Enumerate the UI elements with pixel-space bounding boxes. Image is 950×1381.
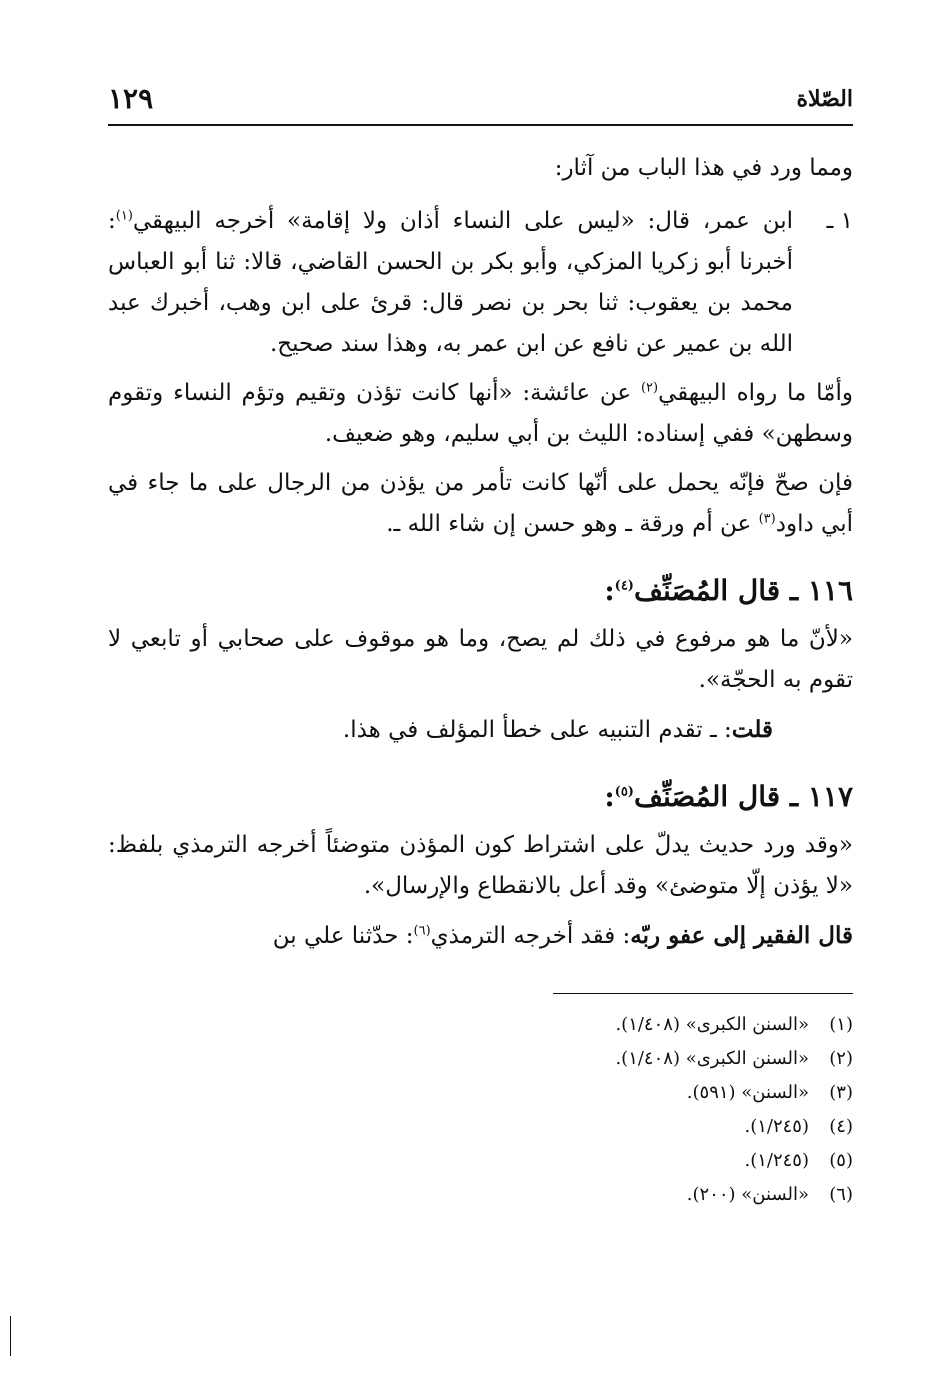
footnote-text: «السنن الكبرى» (١/٤٠٨). — [615, 1048, 809, 1069]
footnote — [108, 1008, 853, 1042]
footnote-number: (٢) — [829, 1048, 853, 1069]
item-text — [108, 201, 793, 365]
footnote — [108, 1110, 853, 1144]
footnote — [108, 1042, 853, 1076]
faqir-text: : حدّثنا علي بن — [272, 923, 414, 949]
section-116-heading — [108, 571, 853, 611]
footnote-text: «السنن الكبرى» (١/٤٠٨). — [615, 1014, 809, 1035]
faqir-label: قال الفقير إلى عفو ربّه — [630, 922, 853, 949]
faqir-text: : فقد أخرجه الترمذي — [430, 923, 631, 949]
footnote — [108, 1076, 853, 1110]
footnote-text: (١/٢٤٥). — [744, 1116, 809, 1137]
qult-text: : ـ تقدم التنبيه على خطأ المؤلف في هذا. — [342, 717, 732, 743]
intro-paragraph: ومما ورد في هذا الباب من آثار: — [554, 155, 853, 181]
section-117-heading — [108, 777, 853, 817]
paragraph-text: فإن صحّ فإنّه يحمل على أنّها كانت تأمر من يؤذن من الرجال على ما جاء في أبي داود — [108, 470, 853, 537]
item-text-part: : أخبرنا أبو زكريا المزكي، وأبو بكر بن الحسن القاضي، قالا: ثنا أبو العباس محمد بن يعقوب: ثنا بحر بن نصر قال: قرئ على ابن وهب، أخبرك عبد الله بن عمير عن نافع عن ابن عمر به، وهذا سند صحيح. — [108, 208, 793, 357]
paragraph-text: عن أم ورقة ـ وهو حسن إن شاء الله ـ. — [386, 511, 759, 537]
footnote-ref[interactable]: (٤) — [614, 578, 634, 594]
heading-text: ١١٧ ـ قال المُصَنِّف — [633, 780, 853, 813]
paragraph-text: وأمّا ما رواه البيهقي — [658, 380, 853, 406]
footnote-text: (١/٢٤٥). — [744, 1150, 809, 1171]
item-number: ١ ـ — [826, 208, 853, 234]
page-number: ١٢٩ — [108, 82, 154, 115]
section-116-quote: «لأنّ ما هو مرفوع في ذلك لم يصح، وما هو موقوف على صحابي أو تابعي لا تقوم به الحجّة». — [108, 626, 853, 693]
scan-edge-mark — [10, 1316, 11, 1356]
paragraph-text: عن عائشة: «أنها كانت تؤذن وتقيم وتؤم النساء وتقوم وسطهن» ففي إسناده: الليث بن أبي سليم، وهو ضعيف. — [108, 380, 853, 447]
footnote-number: (١) — [829, 1014, 853, 1035]
footnote-ref[interactable]: (٣) — [758, 511, 776, 527]
sahha-paragraph — [108, 463, 853, 545]
footnote-number: (٥) — [829, 1150, 853, 1171]
footnote-number: (٦) — [829, 1184, 853, 1205]
aisha-paragraph — [108, 373, 853, 455]
section-117-quote: «وقد ورد حديث يدلّ على اشتراط كون المؤذن متوضئاً أخرجه الترمذي بلفظ: «لا يؤذن إلّا متوضئ» وقد أعل بالانقطاع والإرسال». — [108, 832, 853, 899]
footnote-number: (٣) — [829, 1082, 853, 1103]
book-page — [108, 80, 853, 1212]
footnote — [108, 1178, 853, 1212]
heading-text: ١١٦ ـ قال المُصَنِّف — [633, 574, 853, 607]
footnote-ref[interactable]: (٦) — [413, 923, 431, 939]
heading-colon: : — [604, 574, 615, 607]
footnote-text: «السنن» (٢٠٠). — [686, 1184, 809, 1205]
faqir-paragraph — [108, 915, 853, 957]
footnote-separator — [553, 993, 853, 994]
footnote-ref[interactable]: (٥) — [614, 784, 634, 800]
footnote-text: «السنن» (٥٩١). — [686, 1082, 809, 1103]
footnote-number: (٤) — [829, 1116, 853, 1137]
running-header — [108, 80, 853, 126]
qult-label: قلت — [731, 716, 773, 743]
athar-item-1 — [108, 201, 853, 365]
footnote-ref[interactable]: (١) — [115, 208, 133, 224]
item-text-part: ابن عمر، قال: «ليس على النساء أذان ولا إقامة» أخرجه البيهقي — [132, 208, 793, 234]
heading-colon: : — [604, 780, 615, 813]
footnote — [108, 1144, 853, 1178]
footnotes — [108, 1008, 853, 1212]
chapter-title: الصّلاة — [796, 86, 853, 112]
footnote-ref[interactable]: (٢) — [640, 380, 659, 396]
qult-paragraph — [108, 709, 853, 751]
